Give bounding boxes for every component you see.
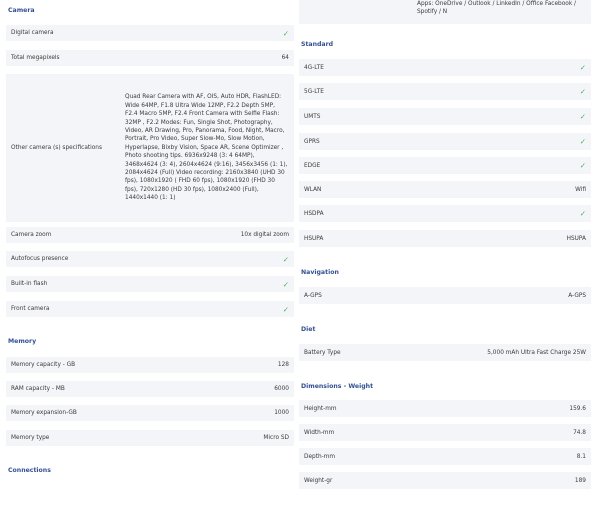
check-icon: ✓ xyxy=(282,279,289,289)
spec-row-other-camera-specifications xyxy=(6,74,294,222)
spec-row-gprs xyxy=(299,133,591,150)
check-icon: ✓ xyxy=(282,254,289,264)
memory-heading: Memory xyxy=(8,338,37,345)
spec-label: EDGE xyxy=(304,162,321,169)
spec-label: Depth-mm xyxy=(304,453,336,460)
spec-row-umts xyxy=(299,108,591,125)
check-icon: ✓ xyxy=(579,87,586,96)
spec-label: Front camera xyxy=(11,306,50,312)
spec-value: Micro SD xyxy=(263,435,289,441)
spec-label: Memory capacity - GB xyxy=(11,362,76,368)
spec-row-camera-zoom xyxy=(6,227,294,243)
spec-row-a-gps xyxy=(299,287,591,304)
spec-label: Total megapixels xyxy=(11,55,60,61)
spec-row-built-in-flash xyxy=(6,276,294,292)
spec-value: 1000 xyxy=(274,410,289,416)
spec-label: 4G-LTE xyxy=(304,64,324,71)
spec-label: GPRS xyxy=(304,138,320,145)
spec-label: HSUPA xyxy=(304,235,324,242)
spec-row-memory-capacity xyxy=(6,357,294,373)
spec-row-edge xyxy=(299,157,591,174)
spec-label: RAM capacity - MB xyxy=(11,386,65,392)
spec-value: Apps: OneDrive / Outlook / LinkedIn / Office Facebook / Spotify / N xyxy=(417,1,576,16)
spec-value: 64 xyxy=(281,55,289,61)
spec-row-autofocus xyxy=(6,251,294,267)
spec-row-apps xyxy=(299,0,591,24)
spec-row-weight xyxy=(299,472,591,489)
check-icon: ✓ xyxy=(579,63,586,72)
spec-label: Other camera (s) specifications xyxy=(11,145,102,151)
spec-row-width xyxy=(299,424,591,441)
spec-value: Wifi xyxy=(575,186,586,193)
spec-row-battery-type xyxy=(299,344,591,361)
check-icon: ✓ xyxy=(579,161,586,170)
spec-value: 10x digital zoom xyxy=(240,232,289,238)
spec-label: Built-in flash xyxy=(11,281,48,287)
check-icon: ✓ xyxy=(282,28,289,38)
spec-label: Width-mm xyxy=(304,429,335,436)
spec-value: 5,000 mAh Ultra Fast Charge 25W xyxy=(487,349,586,356)
spec-value: 128 xyxy=(277,362,289,368)
spec-row-digital-camera xyxy=(6,25,294,41)
spec-value: 74.8 xyxy=(573,429,586,436)
spec-row-front-camera xyxy=(6,301,294,317)
camera-heading: Camera xyxy=(8,7,35,14)
spec-value: 6000 xyxy=(274,386,289,392)
spec-label: Height-mm xyxy=(304,405,337,412)
spec-value: HSUPA xyxy=(566,235,586,242)
spec-label: HSDPA xyxy=(304,210,324,217)
spec-label: Memory type xyxy=(11,435,50,441)
spec-label: WLAN xyxy=(304,186,322,193)
spec-label: Battery Type xyxy=(304,349,341,356)
spec-row-memory-expansion xyxy=(6,405,294,421)
dimensions-weight-heading: Dimensions - Weight xyxy=(301,383,374,390)
spec-label: Weight-gr xyxy=(304,477,333,484)
spec-value: 8.1 xyxy=(576,453,586,460)
check-icon: ✓ xyxy=(579,137,586,146)
check-icon: ✓ xyxy=(579,209,586,218)
check-icon: ✓ xyxy=(579,112,586,121)
spec-row-5g-lte xyxy=(299,83,591,100)
spec-label: A-GPS xyxy=(304,292,322,299)
spec-label: Autofocus presence xyxy=(11,256,69,262)
spec-row-hsupa xyxy=(299,230,591,247)
spec-row-hsdpa xyxy=(299,205,591,222)
spec-label: Memory expansion-GB xyxy=(11,410,77,416)
connections-heading: Connections xyxy=(8,467,51,474)
navigation-heading: Navigation xyxy=(301,269,339,276)
spec-value: Quad Rear Camera with AF, OIS, Auto HDR, FlashLED: Wide 64MP, F1.8 Ultra Wide 12MP, F2.2 Depth 5MP, F2.4 Macro 5MP, F2.4 Front Camera with Selfie Flash: 32MP , F2.2 Modes: Fun, Single Shot, Photography, Video, AR Drawing, Pro, Panorama, Food, Night, Macro, Portrait, Pro Video, Super Slow-Mo, Slow Motion, Hyperlapse, Bixby Vision, Space AR, Scene Optimizer , Photo shooting tips. 6936x9248 (3: 4 64MP), 3468x4624 (3: 4), 2604x4624 (9:16), 3456x3456 (1: 1), 2084x4624 (Full) Video recording: 2160x3840 (UHD 30 fps), 1080x1920 ( FHD 60 fps), 1080x1920 (FHD 30 fps), 720x1280 (HD 30 fps), 1080x2400 (Full), 1440x1440 (1: 1) xyxy=(125,94,288,202)
spec-row-4g-lte xyxy=(299,59,591,76)
spec-value: A-GPS xyxy=(568,292,586,299)
spec-value: 189 xyxy=(574,477,586,484)
diet-heading: Diet xyxy=(301,326,316,333)
check-icon: ✓ xyxy=(282,304,289,314)
spec-label: UMTS xyxy=(304,113,321,120)
spec-row-height xyxy=(299,400,591,417)
spec-row-ram-capacity xyxy=(6,381,294,397)
spec-value: 159.6 xyxy=(569,405,586,412)
spec-row-memory-type xyxy=(6,430,294,446)
spec-row-depth xyxy=(299,448,591,465)
spec-row-wlan xyxy=(299,181,591,198)
spec-label: Camera zoom xyxy=(11,232,52,238)
standard-heading: Standard xyxy=(301,41,334,48)
spec-row-total-megapixels xyxy=(6,50,294,66)
spec-label: Digital camera xyxy=(11,30,54,36)
spec-label: 5G-LTE xyxy=(304,88,324,95)
